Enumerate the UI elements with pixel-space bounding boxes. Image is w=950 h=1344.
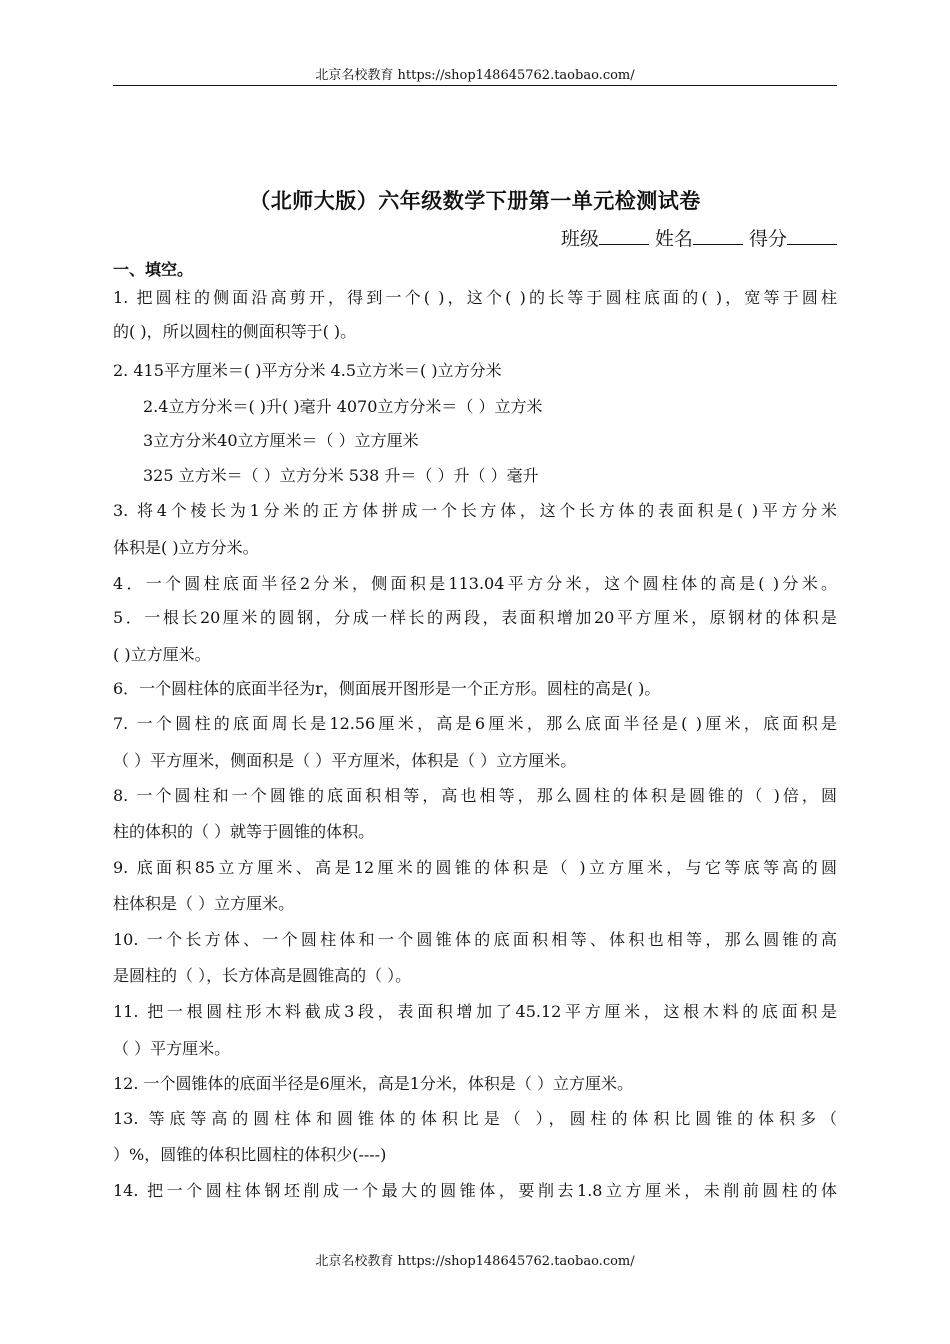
question-line: ）%，圆锥的体积比圆柱的体积少(----) bbox=[113, 1145, 387, 1164]
question-line: ( )立方厘米。 bbox=[113, 645, 211, 664]
question-line: 柱体积是（ ）立方厘米。 bbox=[113, 894, 295, 913]
score-blank bbox=[787, 226, 837, 245]
question-line: 9. 底面积85立方厘米、高是12厘米的圆锥的体积是（ )立方厘米，与它等底等高的圆 bbox=[113, 858, 837, 877]
page-footer: 北京名校教育 https://shop148645762.taobao.com/ bbox=[315, 1254, 635, 1269]
question-line: 14. 把一个圆柱体钢坯削成一个最大的圆锥体，要削去1.8立方厘米，未削前圆柱的体 bbox=[113, 1181, 837, 1200]
question-line: 3立方分米40立方厘米＝（ ）立方厘米 bbox=[143, 431, 419, 450]
question-line: 是圆柱的（ ），长方体高是圆锥高的（ ）。 bbox=[113, 966, 412, 985]
name-label: 姓名 bbox=[654, 228, 693, 250]
name-blank bbox=[693, 226, 743, 245]
question-line: 体积是( )立方分米。 bbox=[113, 538, 259, 557]
question-line: 的( )，所以圆柱的侧面积等于( )。 bbox=[113, 322, 357, 341]
question-line: 12. 一个圆锥体的底面半径是6厘米，高是1分米，体积是（ ）立方厘米。 bbox=[113, 1074, 633, 1093]
question-line: 1. 把圆柱的侧面沿高剪开，得到一个( )，这个( )的长等于圆柱底面的( )，宽等于圆柱 bbox=[113, 288, 837, 307]
question-line: 2. 415平方厘米＝( )平方分米 4.5立方米＝( )立方分米 bbox=[113, 361, 502, 380]
score-label: 得分 bbox=[748, 228, 787, 250]
class-blank bbox=[599, 226, 649, 245]
question-line: 10. 一个长方体、一个圆柱体和一个圆锥体的底面积相等、体积也相等，那么圆锥的高 bbox=[113, 930, 837, 949]
question-line: （ ）平方厘米。 bbox=[113, 1039, 231, 1058]
question-line: 4．一个圆柱底面半径2分米，侧面积是113.04平方分米，这个圆柱体的高是( )分米。 bbox=[113, 574, 837, 593]
question-line: 3. 将4个棱长为1分米的正方体拼成一个长方体，这个长方体的表面积是( )平方分米 bbox=[113, 501, 837, 520]
document-title: （北师大版）六年级数学下册第一单元检测试卷 bbox=[249, 189, 701, 213]
header-rule bbox=[113, 85, 837, 86]
question-line: 11. 把一根圆柱形木料截成3段，表面积增加了45.12平方厘米，这根木料的底面积是 bbox=[113, 1002, 837, 1021]
question-line: 13. 等底等高的圆柱体和圆锥体的体积比是（ ），圆柱的体积比圆锥的体积多（ bbox=[113, 1109, 837, 1128]
question-line: 2.4立方分米＝( )升( )毫升 4070立方分米＝（ ）立方米 bbox=[143, 397, 543, 416]
question-line: 7. 一个圆柱的底面周长是12.56厘米，高是6厘米，那么底面半径是( )厘米，底面积是 bbox=[113, 714, 837, 733]
question-line: 柱的体积的（ ）就等于圆锥的体积。 bbox=[113, 822, 375, 841]
section-heading: 一、填空。 bbox=[113, 260, 194, 279]
page-header: 北京名校教育 https://shop148645762.taobao.com/ bbox=[315, 68, 635, 83]
class-label: 班级 bbox=[560, 228, 599, 250]
question-line: 5．一根长20厘米的圆钢，分成一样长的两段，表面积增加20平方厘米，原钢材的体积是 bbox=[113, 608, 837, 627]
question-line: 325 立方米＝（ ）立方分米 538 升＝（ ）升（ ）毫升 bbox=[143, 466, 539, 485]
question-line: 8. 一个圆柱和一个圆锥的底面积相等，高也相等，那么圆柱的体积是圆锥的（ )倍，圆 bbox=[113, 786, 837, 805]
student-info-row bbox=[561, 224, 837, 251]
question-line: （ ）平方厘米，侧面积是（ ）平方厘米，体积是（ ）立方厘米。 bbox=[113, 751, 577, 770]
question-line: 6．一个圆柱体的底面半径为r，侧面展开图形是一个正方形。圆柱的高是( )。 bbox=[113, 679, 661, 698]
